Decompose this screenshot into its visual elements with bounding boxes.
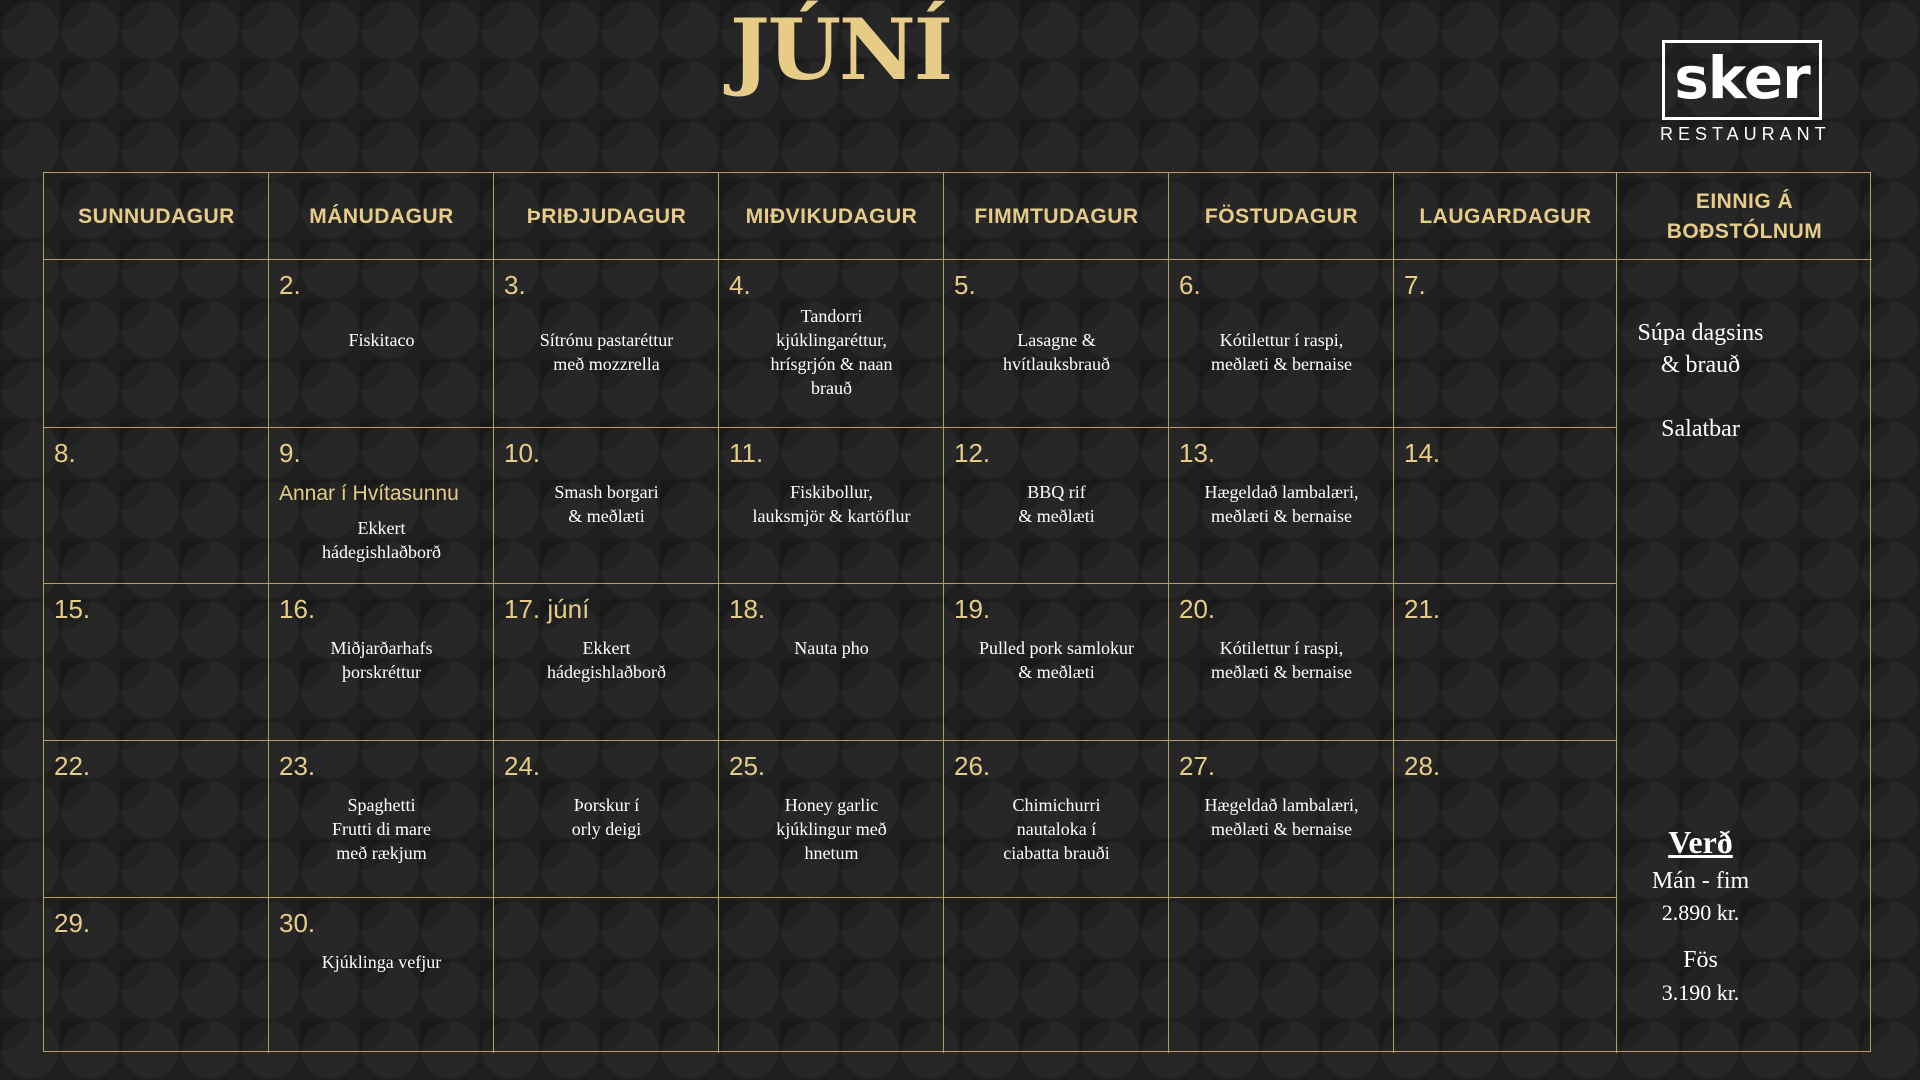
day-header: FIMMTUDAGUR [974,204,1139,228]
day-number: 26. [954,751,991,781]
meal-text: Smash borgari & meðlæti [554,482,659,526]
grid-line-vertical [493,173,494,1053]
grid-line-horizontal [44,897,1617,898]
meal-text: Fiskitaco [348,330,415,350]
day-number: 11. [729,438,764,468]
meal-text: Þorskur í orly deigi [571,795,642,839]
friday-price: 3.190 kr. [1661,980,1740,1005]
grid-line-vertical [1393,173,1394,1053]
day-number: 7. [1404,270,1426,300]
meal-text: BBQ rif & meðlæti [1018,482,1095,526]
day-number: 22. [54,751,91,781]
day-header: MÁNUDAGUR [309,204,454,228]
grid-line-vertical [718,173,719,1053]
grid-line-vertical [943,173,944,1053]
meal-text: Honey garlic kjúklingur með hnetum [776,795,887,863]
day-number: 24. [504,751,541,781]
meal-text: Kótilettur í raspi, meðlæti & bernaise [1211,330,1352,374]
meal-text: Fiskibollur, lauksmjör & kartöflur [752,482,911,526]
meal-text: Spaghetti Frutti di mare með rækjum [332,795,431,863]
day-number: 3. [504,270,526,300]
salad-bar: Salatbar [1661,416,1740,442]
day-header: FÖSTUDAGUR [1204,204,1359,228]
meal-text: Kótilettur í raspi, meðlæti & bernaise [1211,638,1352,682]
holiday-label: Annar í Hvítasunnu [279,482,459,505]
meal-text: Chimichurri nautaloka í ciabatta brauði [1003,795,1110,863]
day-number: 10. [504,438,541,468]
price-title: Verð [1668,824,1733,860]
weekday-label: Mán - fim [1651,868,1750,894]
day-header: MIÐVIKUDAGUR [745,204,918,228]
day-header: LAUGARDAGUR [1419,204,1592,228]
day-number: 8. [54,438,76,468]
meal-text: Sítrónu pastaréttur með mozzrella [539,330,674,374]
day-number: 18. [729,594,766,624]
grid-line-horizontal [44,427,1617,428]
grid-line-horizontal [44,583,1617,584]
day-number: 5. [954,270,976,300]
day-number: 16. [279,594,316,624]
meal-text: Hægeldað lambalæri, meðlæti & bernaise [1204,795,1359,839]
day-header: EINNIG Á BOÐSTÓLNUM [1666,189,1823,243]
day-number: 14. [1404,438,1441,468]
meal-text: Nauta pho [794,638,869,658]
friday-label: Fös [1683,947,1718,973]
meal-text: Tandorri kjúklingaréttur, hrísgrjón & naan brauð [770,306,893,398]
soup-of-the-day: Súpa dagsins & brauð [1637,320,1764,378]
day-number: 28. [1404,751,1441,781]
day-number: 19. [954,594,991,624]
meal-text: Kjúklinga vefjur [321,952,442,972]
weekday-price: 2.890 kr. [1661,900,1740,925]
meal-text: Miðjarðarhafs þorskréttur [330,638,433,682]
day-number: 17. júní [504,594,590,624]
day-number: 9. [279,438,301,468]
grid-line-vertical [1168,173,1169,1053]
day-number: 27. [1179,751,1216,781]
meal-text: Ekkert hádegishlaðborð [322,518,441,562]
day-header: SUNNUDAGUR [78,204,235,228]
day-number: 25. [729,751,766,781]
grid-line-vertical [268,173,269,1053]
day-number: 12. [954,438,991,468]
day-number: 4. [729,270,751,300]
logo-subtitle: RESTAURANT [1660,124,1831,144]
grid-line-horizontal [44,740,1617,741]
meal-text: Lasagne & hvítlauksbrauð [1003,330,1110,374]
day-number: 15. [54,594,91,624]
day-number: 23. [279,751,316,781]
day-number: 6. [1179,270,1201,300]
restaurant-logo [1660,38,1831,148]
day-number: 2. [279,270,301,300]
day-number: 13. [1179,438,1216,468]
meal-text: Hægeldað lambalæri, meðlæti & bernaise [1204,482,1359,526]
day-number: 30. [279,908,316,938]
meal-text: Pulled pork samlokur & meðlæti [979,638,1134,682]
day-number: 20. [1179,594,1216,624]
logo-wordmark: sker [1662,40,1822,120]
day-number: 29. [54,908,91,938]
month-title: JÚNÍ [730,0,952,99]
meal-text: Ekkert hádegishlaðborð [547,638,666,682]
day-number: 21. [1404,594,1441,624]
day-header: ÞRIÐJUDAGUR [526,204,687,228]
